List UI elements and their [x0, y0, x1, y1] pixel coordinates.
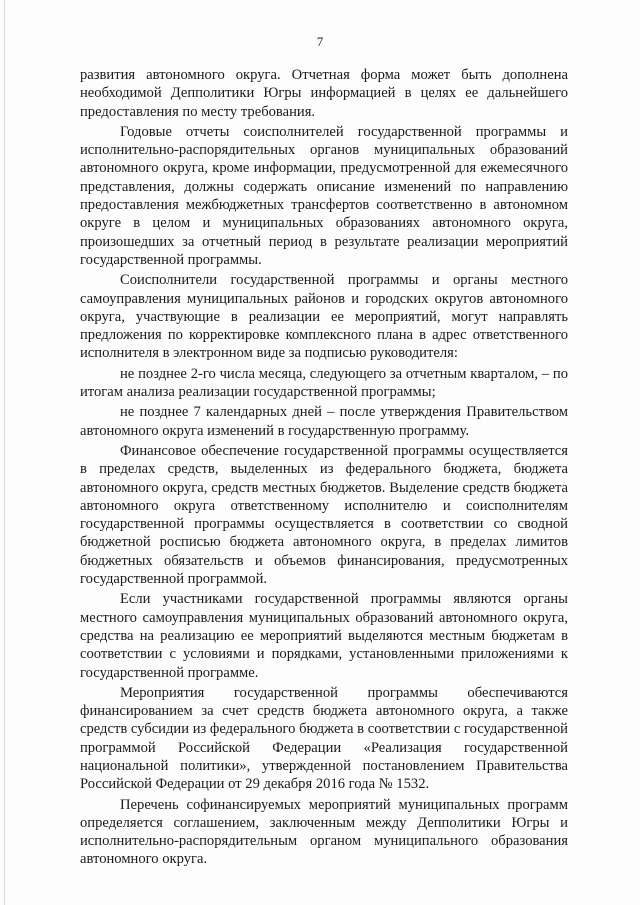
paragraph-co-executors-proposals: Соисполнители государственной программы и органы местного самоуправления муниципальных районов и городских округов автономного округа, участвующие в реализации ее мероприятий, могут направлять предложения по корректировке комплексного плана в адрес ответственного исполнителя в электронном виде за подписью руководителя: [80, 272, 568, 362]
paragraph-deadline-quarterly: не позднее 2-го числа месяца, следующего за отчетным кварталом, – по итогам анализа реализации государственной программы; [80, 365, 568, 401]
document-body [80, 66, 568, 871]
paragraph-cofinanced-list: Перечень софинансируемых мероприятий муниципальных программ определяется соглашением, заключенным между Депполитики Югры и исполнительно-распорядительным органом муниципального образования автономного округа. [80, 796, 568, 868]
paragraph-activities-funding: Мероприятия государственной программы обеспечиваются финансированием за счет средств бюджета автономного округа, а также средств субсидии из федерального бюджета в соответствии с государственной программой Российской Федерации «Реализация государственной национальной политики», утвержденной постановлением Правительства Российской Федерации от 29 декабря 2016 года № 1532. [80, 684, 568, 793]
paragraph-annual-reports: Годовые отчеты соисполнителей государственной программы и исполнительно-распорядительных органов муниципальных образований автономного округа, кроме информации, предусмотренной для ежемесячного представления, должны содержать описание изменений по направлению предоставления межбюджетных трансфертов соответственно в автономном округе в целом и муниципальных образованиях автономного округа, произошедших за отчетный период в результате реализации мероприятий государственной программы. [80, 123, 568, 268]
page-number: 7 [316, 34, 324, 49]
paragraph-continuation: развития автономного округа. Отчетная форма может быть дополнена необходимой Депполитики Югры информацией в целях ее дальнейшего предоставления по месту требования. [80, 67, 568, 120]
paragraph-deadline-changes: не позднее 7 календарных дней – после утверждения Правительством автономного округа изменений в государственную программу. [80, 404, 568, 439]
paragraph-financing: Финансовое обеспечение государственной программы осуществляется в пределах средств, выделенных из федерального бюджета, бюджета автономного округа, средств местных бюджетов. Выделение средств бюджета автономного округа ответственному исполнителю и соисполнителям государственной программы осуществляется в соответствии со сводной бюджетной росписью бюджета автономного округа, в пределах лимитов бюджетных обязательств и объемов финансирования, предусмотренных государственной программой. [80, 442, 568, 588]
scan-edge-line [4, 0, 5, 905]
paragraph-local-participants: Если участниками государственной программы являются органы местного самоуправления муниципальных образований автономного округа, средства на реализацию ее мероприятий выделяются местным бюджетам в соответствии с условиями и порядками, установленными приложениями к государственной программе. [80, 591, 568, 681]
